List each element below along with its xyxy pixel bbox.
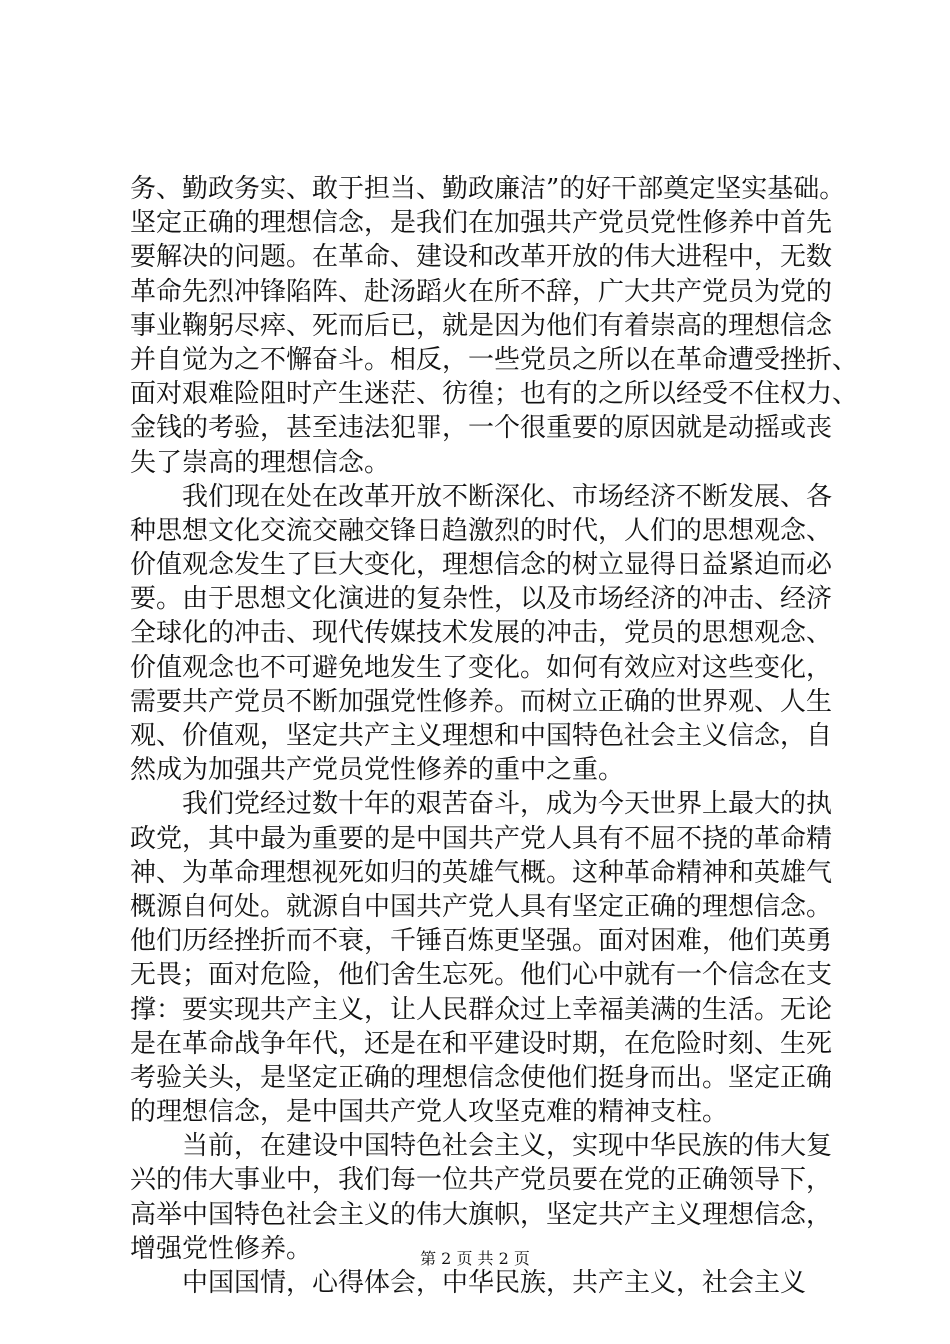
text-line: 当前，在建设中国特色社会主义，实现中华民族的伟大复 (130, 1131, 833, 1162)
body-text (130, 172, 859, 1300)
text-line: 然成为加强共产党员党性修养的重中之重。 (130, 755, 625, 786)
text-line: 政党，其中最为重要的是中国共产党人具有不屈不挠的革命精 (130, 823, 833, 854)
text-line: 观、价值观，坚定共产主义理想和中国特色社会主义信念，自 (130, 721, 833, 751)
text-line: 革命先烈冲锋陷阵、赴汤蹈火在所不辞，广大共产党员为党的 (130, 276, 833, 307)
paragraph (130, 480, 840, 788)
text-line: 价值观念发生了巨大变化，理想信念的树立显得日益紧迫而必 (130, 550, 833, 581)
paragraph (130, 787, 840, 1129)
text-line: 务、勤政务实、敢于担当、勤政廉洁”的好干部奠定坚实基础。 (130, 174, 846, 204)
text-line: 他们历经挫折而不衰，千锤百炼更坚强。面对困难，他们英勇 (130, 926, 833, 957)
text-line: 中国国情，心得体会，中华民族，共产主义，社会主义 (130, 1268, 807, 1298)
text-line: 并自觉为之不懈奋斗。相反，一些党员之所以在革命遭受挫折、 (130, 344, 859, 375)
text-line: 我们现在处在改革开放不断深化、市场经济不断发展、各 (130, 481, 833, 512)
text-line: 概源自何处。就源自中国共产党人具有坚定正确的理想信念。 (130, 891, 833, 922)
text-line: 要解决的问题。在革命、建设和改革开放的伟大进程中，无数 (130, 242, 833, 273)
text-line: 撑：要实现共产主义，让人民群众过上幸福美满的生活。无论 (130, 994, 833, 1025)
text-line: 是在革命战争年代，还是在和平建设时期，在危险时刻、生死 (130, 1028, 833, 1059)
text-line: 价值观念也不可避免地发生了变化。如何有效应对这些变化， (130, 652, 833, 683)
text-line: 我们党经过数十年的艰苦奋斗，成为今天世界上最大的执 (130, 789, 833, 820)
text-line: 高举中国特色社会主义的伟大旗帜，坚定共产主义理想信念， (130, 1199, 833, 1230)
text-line: 金钱的考验，甚至违法犯罪，一个很重要的原因就是动摇或丧 (130, 413, 833, 444)
text-line: 种思想文化交流交融交锋日趋激烈的时代，人们的思想观念、 (130, 515, 833, 546)
text-line: 无畏；面对危险，他们舍生忘死。他们心中就有一个信念在支 (130, 960, 833, 991)
text-line: 的理想信念，是中国共产党人攻坚克难的精神支柱。 (130, 1097, 729, 1128)
text-line: 增强党性修养。 (130, 1233, 313, 1264)
text-line: 全球化的冲击、现代传媒技术发展的冲击，党员的思想观念、 (130, 618, 833, 649)
text-line: 失了崇高的理想信念。 (130, 447, 391, 478)
text-line: 要。由于思想文化演进的复杂性，以及市场经济的冲击、经济 (130, 584, 833, 615)
text-line: 考验关头，是坚定正确的理想信念使他们挺身而出。坚定正确 (130, 1062, 833, 1093)
paragraph (130, 172, 859, 480)
text-line: 需要共产党员不断加强党性修养。而树立正确的世界观、人生 (130, 686, 833, 717)
text-line: 面对艰难险阻时产生迷茫、彷徨；也有的之所以经受不住权力、 (130, 379, 859, 410)
page-footer: 第 2 页 共 2 页 (420, 1249, 530, 1268)
text-line: 神、为革命理想视死如归的英雄气概。这种革命精神和英雄气 (130, 857, 833, 888)
text-line: 事业鞠躬尽瘁、死而后已，就是因为他们有着崇高的理想信念 (130, 310, 833, 341)
text-line: 坚定正确的理想信念，是我们在加强共产党员党性修养中首先 (130, 208, 833, 239)
paragraph (130, 1266, 840, 1300)
text-line: 兴的伟大事业中，我们每一位共产党员要在党的正确领导下， (130, 1165, 833, 1196)
